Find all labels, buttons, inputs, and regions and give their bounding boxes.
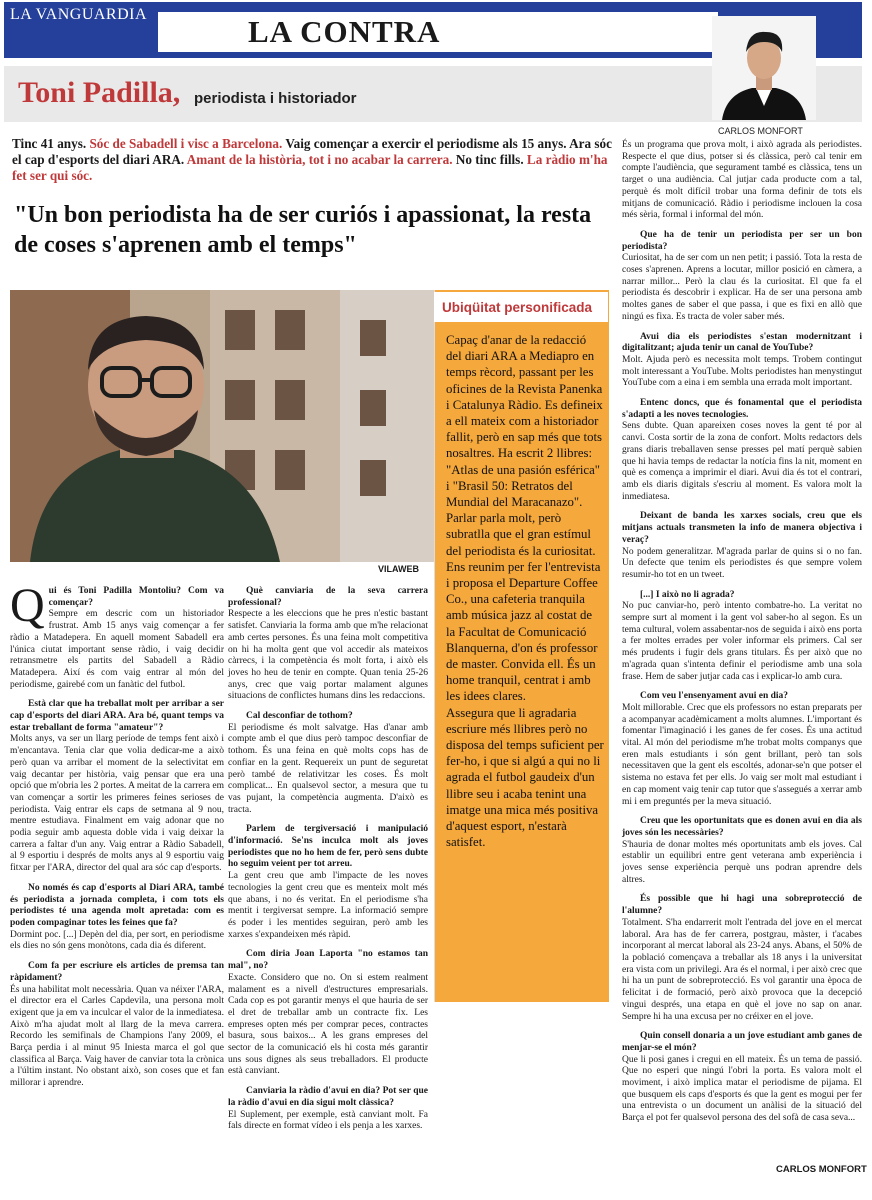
headline-quote: "Un bon periodista ha de ser curiós i apassionat, la resta de coses s'aprenen amb el temps" <box>14 202 592 258</box>
question: Entenc doncs, que és fonamental que el periodista s'adapti a les noves tecnologies. <box>622 398 862 420</box>
question: Canviaria la ràdio d'avui en dia? Pot ser que la ràdio d'avui en dia sigui molt clàssica? <box>228 1086 428 1108</box>
question: No només és cap d'esports al Diari ARA, també és periodista a jornada completa, i com tots els periodistes té una agenda molt apretada: com es poden compaginar totes les feines que fa? <box>10 882 224 928</box>
answer: És un programa que prova molt, i això agrada als periodistes. Respecte el que dius, potser si és clàssica, però cal tenir em compte l'audiència, que segurament també es clàssica, tens un target o una audiència. Cal jutjar cada producte com a tal, perquè és molt difícil trobar una forma definir de tots els mitjans de comunicació. Ràdio i periodisme inclouen la cosa més sèria, formal i informal del món. <box>622 140 862 221</box>
author-portrait <box>712 16 816 120</box>
answer: Que li posi ganes i cregui en ell mateix. És un tema de passió. Que no esperi que ningú l'obri la porta. Es valora molt el moviment, i això implica matar el periodisme de pijama. El que busquem els caps d'esports és que la gent es mogui per fer una entrevista o un document un anàlisi de la situació del Barça el pot fer qualsevol persona des del sofà de casa seva... <box>622 1054 862 1124</box>
question: Cal desconfiar de tothom? <box>246 711 353 722</box>
answer: El Suplement, per exemple, està canviant molt. Fa fals directe en format vídeo i els penja a les xarxes. <box>228 1109 428 1132</box>
masthead-publication: LA VANGUARDIA <box>10 6 148 23</box>
question: Que ha de tenir un periodista per ser un bon periodista? <box>622 229 862 252</box>
question: Com diria Joan Laporta "no estamos tan mal", no? <box>228 949 428 972</box>
question: Com veu l'ensenyament avui en dia? <box>640 691 789 702</box>
answer: Dormint poc. [...] Depèn del dia, per sort, en periodisme els dies no són gens monòtons, cada dia és diferent. <box>10 929 224 952</box>
answer: És una habilitat molt necessària. Quan va néixer l'ARA, el director era el Carles Capdevila, una persona molt exigent que ja em va inculcar el valor de la inmediatesa. Això m'ha ajudat molt al llarg de la meva carrera. Recordo les semifinals de Champions l'any 2009, el Barça perdia i al minut 95 Iniesta marca el gol que classifica al Barça. Vaig haver de canviar tota la crònica a l'últim instant. No obstant això, son coses que et fan millorar i aprendre. <box>10 984 224 1089</box>
sidebar-box-title: Ubiqüitat personificada <box>442 300 593 315</box>
drop-cap: Q <box>10 579 45 632</box>
intro-age: Tinc 41 anys. <box>12 136 90 151</box>
answer: No podem generalitzar. M'agrada parlar de quins si o no fan. Un defecte que tenim els periodistes és que sempre volem resumir-ho tot en un tweet. <box>622 546 862 580</box>
question: ui és Toni Padilla Montoliu? Com va començar? <box>48 586 224 608</box>
question: Està clar que ha treballat molt per arribar a ser cap d'esports del diari ARA. Ara bé, quant temps va estar treballant de forma "amateur"? <box>10 699 224 733</box>
section-title: LA CONTRA <box>248 14 441 49</box>
sidebar-box-header <box>434 292 608 322</box>
portrait-credit: CARLOS MONFORT <box>718 126 803 136</box>
answer: Molt. Ajuda però es necessita molt temps. Trobem contingut molt interessant a YouTube. Molts periodistes han menystingut YouTube com a eina i em sembla una errada molt important. <box>622 354 862 389</box>
answer: Sempre em descric com un historiador frustrat. Amb 15 anys vaig començar a fer ràdio a Matadepera. En aquell moment Sabadell era l'única ciutat important sense ràdio, i vaig decidir retransmetre els partits del Sabadell a Ràdio Matadepera. Així és com vaig entrar al món del periodisme, gairebé com un fanàtic del futbol. <box>10 609 224 690</box>
column-2 <box>228 586 428 1133</box>
answer: No puc canviar-ho, però intento combatre-ho. La veritat no sempre surt al moment i la gent vol saber-ho al segon. Es un tema cultural, volem assabentar-nos de seguida i això ens porta a fer moltes errades per voler informar els primers. Cal ser més prudents i fugir dels grans titulars. És per això que no m'agrada quan s'intenta definir el periodisme amb una sola frase. Hem de saber jutjar cada cas i explicar-lo amb cura. <box>622 601 862 682</box>
intro-history: Amant de la història, tot i no acabar la carrera. <box>186 152 453 167</box>
interviewee-role: periodista i historiador <box>194 90 357 107</box>
intro-radio: La ràdio m'ha fet ser qui sóc. <box>12 152 608 183</box>
question: [...] I això no li agrada? <box>640 589 735 600</box>
bottom-credit: CARLOS MONFORT <box>776 1164 867 1175</box>
sidebar-paragraph: Capaç d'anar de la redacció del diari ARA a Mediapro en temps rècord, passant per les oficines de la Revista Panenka i Catalunya Ràdio. Es defineix a ell mateix com a historiador fallit, però en sap més que tots nosaltres. Ha escrit 2 llibres: "Atlas de una pasión esférica" i "Brasil 50: Retratos del Mundial del Maracanazo". Parlar parla molt, però subratlla que el gran estímul del periodista és la curiositat. Ens reunim per fer l'entrevista i proposa el Departure Coffee Co., una cafeteria tranquila amb música jazz al costat de la Facultat de Comunicació Blanquerna, d'on és professor de master. Convida ell. És un home tranquil, centrat i amb les idees clares. <box>446 333 603 704</box>
answer: El periodisme és molt salvatge. Has d'anar amb compte amb el que dius però tampoc desconfiar de tothom. És una feina en què molts cops has de confiar en la gent. Requereix un punt de seguretat però també de relativitzar les coses. És molt complicat... En qualsevol sector, a mesura que tu vas pujant, la competència augmenta. D'això es tracta. <box>228 722 428 815</box>
answer: Molt millorable. Crec que els professors no estan preparats per a acompanyar acadèmicament a molts alumnes. L'important és fomentar l'imaginació i les ganes de fer coses. És una actitud vital. Al món del periodisme m'he trobat molts companys que eren mals estudiants i són gent brillant, però tan sols necessitaven que la gent els escoltés, adonar-se'n que potser el sistema no estava fet per ells. Jo vaig ser molt mal estudiant i en cap moment vaig tenir cap tutor que s'assegués a xerrar amb mi i em preguntés per la meva situació. <box>622 702 862 807</box>
answer: Exacte. Considero que no. On si estem realment malament es a nivell d'estructures empresarials. Cada cop es pot garantir menys el que hauria de ser el dret de treballar amb un contracte fix. Les empreses opten més per comprar peces, contractes basura, sous baixos... A les grans empreses del sector de la comunicació els hi costa més garantir uns sous dignes als seus treballadors. El producte està canviant. <box>228 972 428 1077</box>
masthead-title-panel <box>158 12 718 52</box>
question: Parlem de tergiversació i manipulació d'informació. Se'ns inculca molt als joves periodistes que no ho hem de fer, però sens dubte ho seguim veient per tot arreu. <box>228 824 428 870</box>
question: Avui dia els periodistes s'estan modernitzant i digitalitzant; ajuda tenir un canal de YouTube? <box>622 331 862 354</box>
question: Deixant de banda les xarxes socials, creu que els mitjans actuals transmeten la info de manera objectiva i veraç? <box>622 511 862 545</box>
question: Què canviaria de la seva carrera professional? <box>228 586 428 608</box>
answer: Curiositat, ha de ser com un nen petit; i passió. Tota la resta de coses s'aprenen. Aprens a locutar, millor posició en càmera, a narrar millor... Però la clau és la curiositat. El que fa el periodista és descobrir i explicar. Ha de ser una persona amb moltes ganes de saber el que passa, i que es fixi en allò que ningú es fixa. Es tracta de voler saber més. <box>622 253 862 322</box>
intro-children: No tinc fills. <box>452 152 527 167</box>
intro-career: Vaig començar a exercir el periodisme als 15 anys. Ara sóc el cap d'esports del diari ARA. <box>12 136 612 167</box>
answer: Molts anys, va ser un llarg període de temps fent això i m'encantava. Tenia clar que volia dedicar-me a això però quan va arribar el moment de la selectivitat em vaig decantar per història, vaig pensar que era una opció que m'obria les 2 portes. A meitat de la carrera em van començar a sortir les primeres feines serioses de periodista. Vaig entrar els caps de setmana al 9 nou, mentre estudiava. Finalment em vaig adonar que no podia seguir amb aquesta doble vida i vaig deixar la carrera a faltar d'un any. Vaig entrar a Ràdio Sabadell, al 9 esportiu i després de molts anys al 9 esportiu vaig fitxar per l'ARA, director del qual ara sóc cap d'esports. <box>10 734 224 874</box>
intro-summary <box>12 136 622 184</box>
interviewee-name: Toni Padilla, <box>18 76 181 109</box>
question: Com fa per escriure els articles de premsa tan ràpidament? <box>10 961 224 983</box>
interview-photo <box>10 290 434 562</box>
sidebar-paragraph: Assegura que li agradaria escriure més llibres però no disposa del temps suficient per fer-ho, i que si algú a qui no li agrada el futbol gaudeix d'un llibre seu i acaba tenint una imatge una mica més positiva d'aquest esport, n'estarà satisfet. <box>446 705 604 850</box>
answer: Totalment. S'ha endarrerit molt l'entrada del jove en el mercat laboral. Ara has de fer carrera, postgrau, màster, i t'acabes incorporant al mercat laboral als 23-24 anys. Abans, el 50% de la població començava a treballar als 18 anys i la universitat era vista com un privilegi. Ara és el normal, i per això crec que hi ha un punt de sobreprotecció. Es vol garantir una època de felicitat i de formació, però això provoca que la decepció vingui després, una etapa en què el jove no sap on anar. Sempre hi ha una excusa per no créixer en el jove. <box>622 917 862 1022</box>
column-1 <box>10 579 224 1090</box>
answer: La gent creu que amb l'impacte de les noves tecnologies la gent creu que es menteix molt més que abans, i no és veritat. En el periodisme s'ha mentit i tergiversat sempre. La informació sempre és poder i les mentides seguiran, però amb les xarxes s'expandeixen més ràpid. <box>228 871 428 940</box>
answer: Sens dubte. Quan apareixen coses noves la gent té por al canvi. Costa sortir de la zona de confort. Molts redactors dels grans diaris treballaven sense presses pel matí perquè sabien que hi havia temps de redactar la notícia fins la nit, moment en què es comença a imprimir el diari. Avui dia és tot el contrari, amb els diaris digitals s'escriu al moment. Es valora molt la inmediatesa. <box>622 421 862 502</box>
answer: S'hauria de donar moltes més oportunitats amb els joves. Cal establir un equilibri entre gent veterana amb experiència i joves sense experiència perquè uns podran aprendre dels altres. <box>622 839 862 885</box>
question: Creu que les oportunitats que es donen avui en dia als joves són les necessàries? <box>622 816 862 838</box>
column-3 <box>622 140 862 1125</box>
question: Quin consell donaria a un jove estudiant amb ganes de menjar-se el món? <box>622 1031 862 1053</box>
sidebar-box-text <box>446 332 604 851</box>
answer: Respecte a les eleccions que he pres n'estic bastant satisfet. Canviaria la forma amb que m'he relacionat amb certes persones. És una feina molt competitiva on hi ha molta gent que vol accedir als mateixos càrrecs, i la competència és molt forta, i això els joves ho heu de tenir en compte. Quan tenia 25-26 anys, crec que vaig portar malament algunes situacions de conflictes humans dins les redaccions. <box>228 609 428 702</box>
photo-credit: VILAWEB <box>378 564 420 574</box>
question: És possible que hi hagi una sobreprotecció de l'alumne? <box>622 894 862 917</box>
intro-origin: Sóc de Sabadell i visc a Barcelona. <box>89 136 283 151</box>
